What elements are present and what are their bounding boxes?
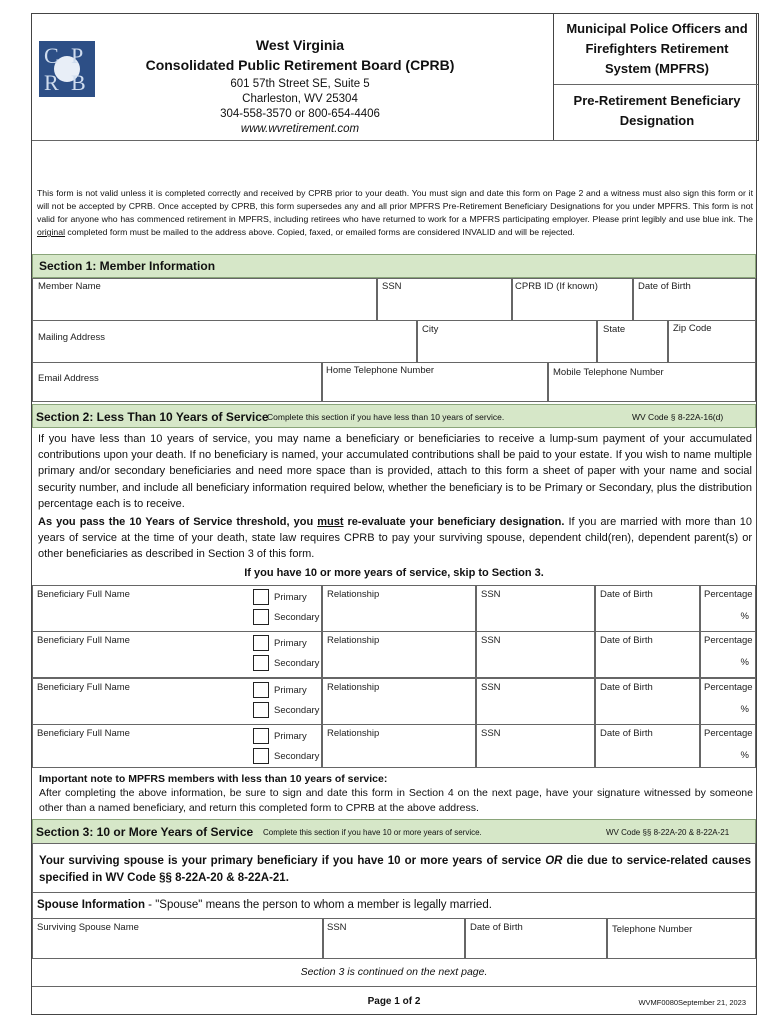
- beneficiary-percentage-field[interactable]: [700, 585, 756, 632]
- section3-header: [32, 819, 756, 844]
- spouse-info-desc: - "Spouse" means the person to whom a member is legally married.: [144, 899, 492, 911]
- org-address-line1: 601 57th Street SE, Suite 5: [230, 78, 370, 90]
- beneficiary-relationship-field[interactable]: [322, 678, 476, 725]
- beneficiary-dob-label: Date of Birth: [600, 589, 653, 600]
- cprb-logo: [39, 41, 95, 97]
- member-dob-field[interactable]: [633, 278, 756, 321]
- zip-field[interactable]: [668, 320, 756, 363]
- beneficiary-dob-label: Date of Birth: [600, 682, 653, 693]
- spouse-info-title: Spouse Information: [37, 899, 145, 911]
- intro-text-part: completed form must be mailed to the address above. Copied, faxed, or emailed forms are considered INVALID and will be rejected.: [65, 227, 575, 237]
- section3-instruction: Complete this section if you have 10 or more years of service.: [263, 828, 482, 837]
- form-id: WVMF0080September 21, 2023: [638, 998, 746, 1007]
- zip-label: Zip Code: [673, 323, 712, 334]
- spouse-info-heading: [37, 899, 492, 911]
- beneficiary-percentage-field[interactable]: [700, 631, 756, 678]
- beneficiary-dob-label: Date of Birth: [600, 635, 653, 646]
- beneficiary-percent-sign: %: [740, 704, 749, 715]
- beneficiary-ssn-field[interactable]: [476, 631, 595, 678]
- system-name: Municipal Police Officers and Firefighters Retirement System (MPFRS): [566, 21, 748, 76]
- beneficiary-percent-sign: %: [740, 750, 749, 761]
- beneficiary-percentage-label: Percentage: [704, 635, 753, 646]
- section1-title: Section 1: Member Information: [39, 259, 216, 273]
- cprb-id-field[interactable]: [512, 278, 633, 321]
- beneficiary-relationship-field[interactable]: [322, 631, 476, 678]
- org-website[interactable]: www.wvretirement.com: [240, 123, 360, 135]
- beneficiary-percent-sign: %: [740, 611, 749, 622]
- org-name: Consolidated Public Retirement Board (CPRB): [145, 57, 455, 73]
- section2-paragraph2: [38, 514, 752, 563]
- beneficiary-dob-label: Date of Birth: [600, 728, 653, 739]
- member-ssn-field[interactable]: [377, 278, 512, 321]
- beneficiary-secondary-label: Secondary: [274, 612, 320, 623]
- spouse-dob-field[interactable]: [465, 918, 607, 959]
- city-field[interactable]: [417, 320, 597, 363]
- beneficiary-dob-field[interactable]: [595, 724, 700, 768]
- beneficiary-primary-checkbox[interactable]: [253, 635, 269, 651]
- beneficiary-relationship-field[interactable]: [322, 724, 476, 768]
- page-number: Page 1 of 2: [367, 996, 421, 1007]
- intro-text-part: This form is not valid unless it is completed correctly and received by CPRB prior to your death. You must sign and date this form on Page 2 and a witness must also sign this form or it will not be accepted by CPRB. Once accepted by CPRB, this form supersedes any and all prior MPFRS Pre-Retirement Beneficiary Designations for you under MPFRS. This form is not valid for anyone who has commenced retirement in MPFRS, including retirees who have returned to work for a MPFRS participating employer. Please print legibly and use blue ink. The: [37, 188, 753, 224]
- member-ssn-label: SSN: [382, 281, 402, 292]
- beneficiary-secondary-label: Secondary: [274, 658, 320, 669]
- section2-code: WV Code § 8-22A-16(d): [632, 412, 724, 422]
- footer-divider: [32, 986, 756, 987]
- mailing-address-label: Mailing Address: [38, 332, 106, 343]
- beneficiary-ssn-label: SSN: [481, 682, 501, 693]
- title-box: [553, 13, 759, 141]
- cprb-id-label: CPRB ID (If known): [515, 281, 598, 292]
- org-phone: 304-558-3570 or 800-654-4406: [220, 108, 380, 120]
- beneficiary-name-label: Beneficiary Full Name: [37, 589, 130, 600]
- beneficiary-percentage-label: Percentage: [704, 589, 753, 600]
- beneficiary-name-label: Beneficiary Full Name: [37, 635, 130, 646]
- form-title: Pre-Retirement Beneficiary Designation: [573, 93, 741, 128]
- para2-bold: As you pass the 10 Years of Service threshold, you: [38, 516, 318, 528]
- beneficiary-secondary-label: Secondary: [274, 705, 320, 716]
- beneficiary-ssn-label: SSN: [481, 635, 501, 646]
- org-block: [100, 36, 500, 137]
- beneficiary-secondary-label: Secondary: [274, 751, 320, 762]
- form-page: [31, 13, 757, 1015]
- statement-or: OR: [545, 855, 563, 867]
- beneficiary-relationship-label: Relationship: [327, 635, 380, 646]
- city-label: City: [422, 324, 439, 335]
- spouse-ssn-label: SSN: [327, 922, 347, 933]
- section3-title: Section 3: 10 or More Years of Service: [36, 825, 254, 839]
- beneficiary-primary-label: Primary: [274, 731, 307, 742]
- beneficiary-name-label: Beneficiary Full Name: [37, 728, 130, 739]
- beneficiary-dob-field[interactable]: [595, 631, 700, 678]
- email-field[interactable]: [32, 362, 322, 402]
- spouse-name-field[interactable]: [32, 918, 323, 959]
- home-phone-field[interactable]: [322, 362, 548, 402]
- logo-letter: B: [71, 70, 86, 95]
- member-dob-label: Date of Birth: [638, 281, 691, 292]
- statement-part: Your surviving spouse is your primary beneficiary if you have 10 or more years of service: [39, 855, 546, 867]
- spouse-dob-label: Date of Birth: [470, 922, 523, 933]
- beneficiary-ssn-field[interactable]: [476, 724, 595, 768]
- logo-letter: R: [44, 70, 59, 95]
- spouse-info-heading-box: [32, 892, 756, 919]
- continued-note: Section 3 is continued on the next page.: [300, 966, 488, 978]
- skip-note: If you have 10 or more years of service, skip to Section 3.: [244, 567, 544, 579]
- beneficiary-ssn-label: SSN: [481, 589, 501, 600]
- section2-paragraph1: If you have less than 10 years of service, you may name a beneficiary or beneficiaries to receive a lump-sum payment of your accumulated contributions upon your death. If no beneficiary is named, your accumulated contributions shall be paid to your estate. If you wish to name multiple primary and/or secondary beneficiaries and need more space than is provided, attach to this form a sheet of paper with your name and social security number, and include all beneficiary information required below, whether the beneficiary is to be Primary or Secondary, plus the distribution percentage each is to receive.: [38, 433, 752, 510]
- beneficiary-ssn-field[interactable]: [476, 585, 595, 632]
- beneficiary-name-label: Beneficiary Full Name: [37, 682, 130, 693]
- beneficiary-ssn-field[interactable]: [476, 678, 595, 725]
- beneficiary-primary-label: Primary: [274, 592, 307, 603]
- beneficiary-primary-checkbox[interactable]: [253, 589, 269, 605]
- para2-rest: If you are married with more than 10 years of service at the time of your death, state law requires CPRB to pay your surviving spouse, dependent child(ren), dependent parent(s) or other beneficiaries as described in Section 3 of this form.: [38, 516, 753, 561]
- org-state: West Virginia: [255, 37, 345, 53]
- para2-must: must: [317, 516, 344, 528]
- beneficiary-dob-field[interactable]: [595, 678, 700, 725]
- beneficiary-secondary-checkbox[interactable]: [253, 748, 269, 764]
- logo-letter: C: [44, 43, 59, 68]
- beneficiary-primary-label: Primary: [274, 685, 307, 696]
- beneficiary-percentage-field[interactable]: [700, 678, 756, 725]
- para2-bold: re-evaluate your beneficiary designation.: [343, 516, 565, 528]
- beneficiary-relationship-label: Relationship: [327, 589, 380, 600]
- beneficiary-percentage-label: Percentage: [704, 728, 753, 739]
- org-address-line2: Charleston, WV 25304: [242, 93, 358, 105]
- title-divider: [554, 84, 758, 85]
- email-label: Email Address: [38, 373, 99, 384]
- member-name-field[interactable]: [32, 278, 377, 321]
- beneficiary-secondary-checkbox[interactable]: [253, 655, 269, 671]
- beneficiary-percent-sign: %: [740, 657, 749, 668]
- member-name-label: Member Name: [38, 281, 101, 292]
- section3-code: WV Code §§ 8-22A-20 & 8-22A-21: [606, 828, 730, 837]
- spouse-ssn-field[interactable]: [323, 918, 465, 959]
- beneficiary-ssn-label: SSN: [481, 728, 501, 739]
- state-label: State: [603, 324, 626, 335]
- important-note: [39, 772, 753, 815]
- beneficiary-secondary-checkbox[interactable]: [253, 702, 269, 718]
- section2-header: [32, 404, 756, 428]
- mobile-phone-label: Mobile Telephone Number: [553, 367, 664, 378]
- header-divider: [32, 140, 756, 141]
- beneficiary-percentage-field[interactable]: [700, 724, 756, 768]
- spouse-statement: [39, 853, 751, 887]
- mobile-phone-field[interactable]: [548, 362, 756, 402]
- logo-letter: P: [71, 43, 84, 68]
- beneficiary-primary-label: Primary: [274, 638, 307, 649]
- mailing-address-field[interactable]: [32, 320, 417, 363]
- beneficiary-relationship-label: Relationship: [327, 682, 380, 693]
- spouse-name-label: Surviving Spouse Name: [37, 922, 139, 933]
- beneficiary-percentage-label: Percentage: [704, 682, 753, 693]
- statement-part: die due to service-related causes specified in WV Code §§ 8-22A-20 & 8-22A-21.: [39, 855, 751, 884]
- section2-title: Section 2: Less Than 10 Years of Service: [36, 410, 269, 424]
- spouse-phone-field[interactable]: [607, 918, 756, 959]
- important-note-title: Important note to MPFRS members with less than 10 years of service:: [39, 773, 388, 785]
- beneficiary-primary-checkbox[interactable]: [253, 682, 269, 698]
- intro-text: [37, 187, 753, 239]
- beneficiary-primary-checkbox[interactable]: [253, 728, 269, 744]
- spouse-phone-label: Telephone Number: [612, 924, 693, 935]
- spouse-statement-box: [32, 843, 756, 893]
- intro-underlined: original: [37, 227, 66, 237]
- state-field[interactable]: [597, 320, 668, 363]
- section1-header: [32, 254, 756, 278]
- home-phone-label: Home Telephone Number: [326, 365, 435, 376]
- beneficiary-relationship-label: Relationship: [327, 728, 380, 739]
- important-note-text: After completing the above information, be sure to sign and date this form in Section 4 on the next page, have your signature witnessed by someone other than a named beneficiary, and return this completed form to CPRB at the above address.: [39, 787, 753, 814]
- beneficiary-secondary-checkbox[interactable]: [253, 609, 269, 625]
- section2-instruction: Complete this section if you have less than 10 years of service.: [267, 412, 505, 422]
- beneficiary-relationship-field[interactable]: [322, 585, 476, 632]
- beneficiary-dob-field[interactable]: [595, 585, 700, 632]
